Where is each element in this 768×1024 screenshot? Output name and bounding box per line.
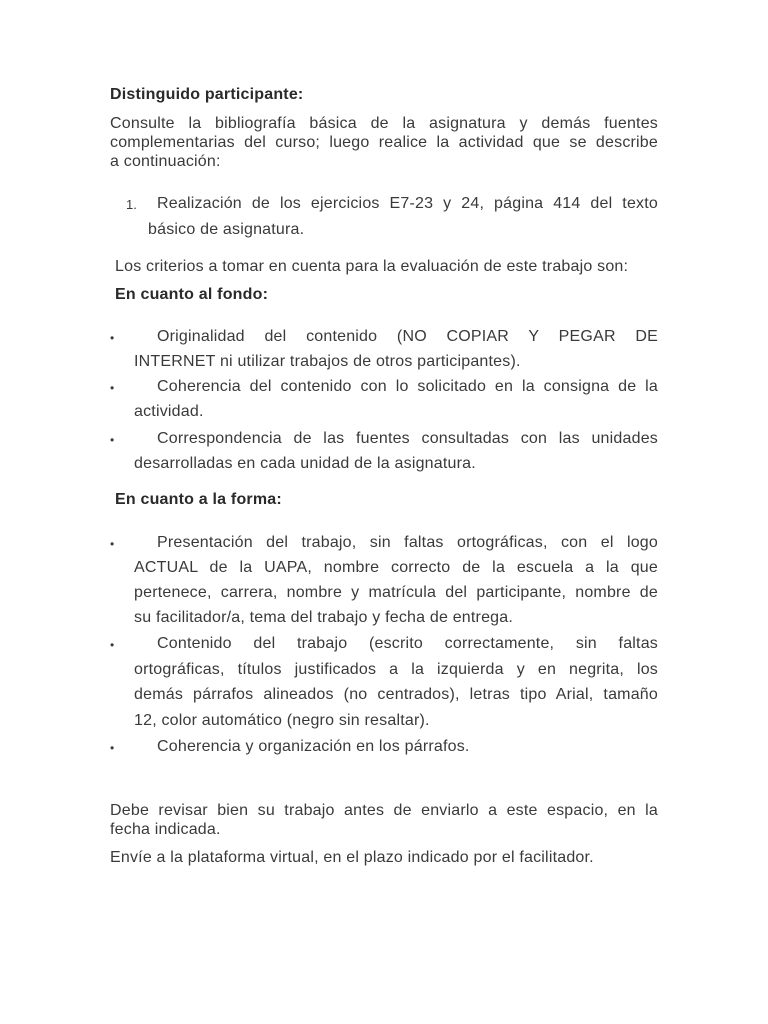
bullet-icon: •: [110, 741, 115, 755]
forma-item-1-line-3: pertenece, carrera, nombre y matrícula del participante, nombre de: [134, 584, 658, 601]
intro-line-1: Consulte la bibliografía básica de la asignatura y demás fuentes: [110, 115, 658, 132]
forma-item-2-line-3: demás párrafos alineados (no centrados), letras tipo Arial, tamaño: [134, 686, 658, 703]
bullet-icon: •: [110, 331, 115, 345]
forma-heading: En cuanto a la forma:: [115, 491, 282, 508]
activity-line-2: básico de asignatura.: [148, 221, 305, 238]
fondo-item-2-line-1: Coherencia del contenido con lo solicitado en la consigna de la: [157, 378, 658, 395]
closing-line-1: Debe revisar bien su trabajo antes de enviarlo a este espacio, en la: [110, 802, 658, 819]
intro-line-3: a continuación:: [110, 153, 221, 170]
activity-line-1: Realización de los ejercicios E7-23 y 24, página 414 del texto: [157, 195, 658, 212]
forma-item-2-line-1: Contenido del trabajo (escrito correctamente, sin faltas: [157, 635, 658, 652]
forma-item-1-line-1: Presentación del trabajo, sin faltas ortográficas, con el logo: [157, 534, 658, 551]
closing-line-2: fecha indicada.: [110, 821, 221, 838]
bullet-icon: •: [110, 537, 115, 551]
fondo-item-1-line-1: Originalidad del contenido (NO COPIAR Y PEGAR DE: [157, 328, 658, 345]
bullet-icon: •: [110, 381, 115, 395]
fondo-item-2-line-2: actividad.: [134, 403, 204, 420]
fondo-heading: En cuanto al fondo:: [115, 286, 269, 303]
closing-line-3: Envíe a la plataforma virtual, en el plazo indicado por el facilitador.: [110, 849, 594, 866]
intro-line-2: complementarias del curso; luego realice la actividad que se describe: [110, 134, 658, 151]
criteria-intro: Los criterios a tomar en cuenta para la evaluación de este trabajo son:: [115, 258, 629, 275]
fondo-item-3-line-1: Correspondencia de las fuentes consultadas con las unidades: [157, 430, 658, 447]
fondo-item-1-line-2: INTERNET ni utilizar trabajos de otros participantes).: [134, 353, 521, 370]
greeting-heading: Distinguido participante:: [110, 86, 304, 103]
forma-item-2-line-2: ortográficas, títulos justificados a la izquierda y en negrita, los: [134, 661, 658, 678]
forma-item-1-line-2: ACTUAL de la UAPA, nombre correcto de la escuela a la que: [134, 559, 658, 576]
activity-number: 1.: [126, 197, 137, 212]
forma-item-2-line-4: 12, color automático (negro sin resaltar).: [134, 712, 430, 729]
fondo-item-3-line-2: desarrolladas en cada unidad de la asignatura.: [134, 455, 476, 472]
bullet-icon: •: [110, 433, 115, 447]
forma-item-3-line-1: Coherencia y organización en los párrafos.: [157, 738, 470, 755]
forma-item-1-line-4: su facilitador/a, tema del trabajo y fecha de entrega.: [134, 609, 514, 626]
bullet-icon: •: [110, 638, 115, 652]
